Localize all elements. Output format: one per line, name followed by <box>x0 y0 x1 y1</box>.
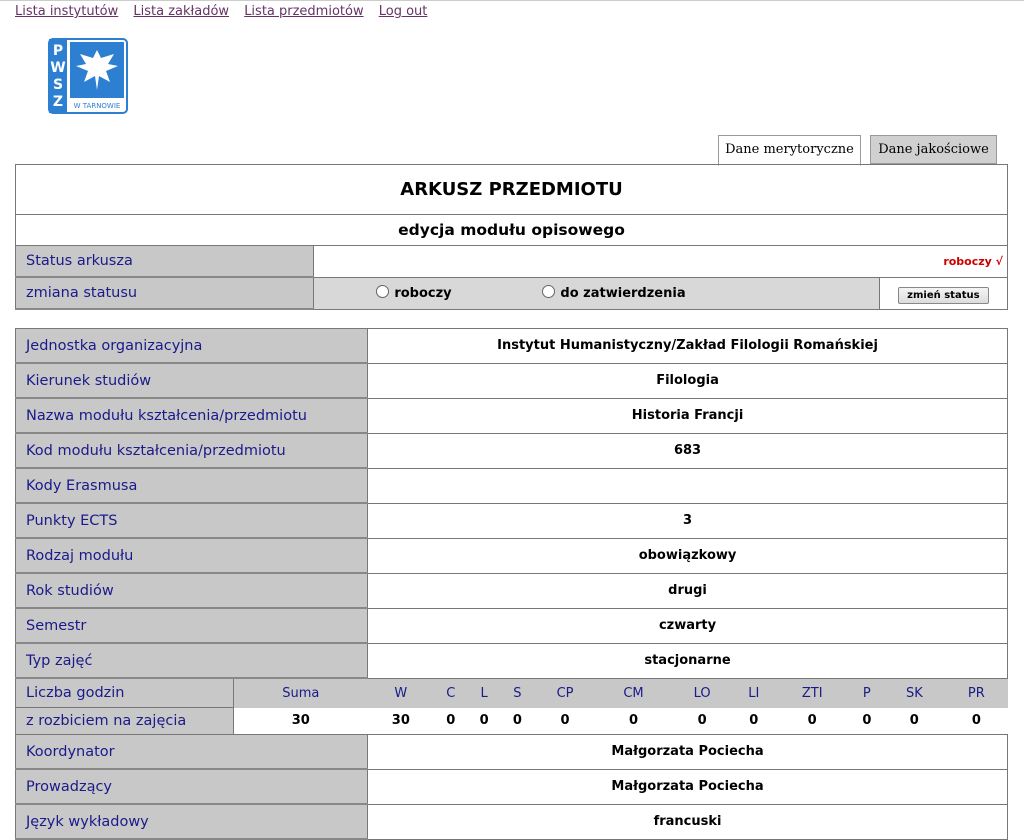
status-value: roboczy √ <box>314 246 1008 278</box>
change-status-cell <box>879 277 1007 309</box>
hours-header-p: P <box>850 678 883 708</box>
nav-link-logout[interactable]: Log out <box>378 4 428 19</box>
svg-text:P: P <box>52 43 64 59</box>
hours-header-sk: SK <box>883 678 945 708</box>
hours-header-l: L <box>467 678 500 708</box>
detail-row <box>16 363 1008 398</box>
detail-row <box>16 398 1008 433</box>
detail-label: Kod modułu kształcenia/przedmiotu <box>16 433 368 468</box>
detail-row <box>16 538 1008 573</box>
detail-value: Filologia <box>368 363 1008 398</box>
tab-dane-jakosciowe[interactable]: Dane jakościowe <box>870 135 997 164</box>
hours-header-li: LI <box>733 678 774 708</box>
nav-link-subjects[interactable]: Lista przedmiotów <box>244 4 364 19</box>
hours-header-w: W <box>368 678 435 708</box>
hours-header-suma: Suma <box>234 678 368 708</box>
detail-value: Instytut Humanistyczny/Zakład Filologii Romańskiej <box>368 329 1008 364</box>
radio-option-draft[interactable] <box>314 285 514 301</box>
hours-header-c: C <box>434 678 467 708</box>
detail-label: Rodzaj modułu <box>16 538 368 573</box>
radio-option-approve[interactable] <box>514 285 714 301</box>
detail-row <box>16 804 1008 839</box>
hours-header-cp: CP <box>534 678 596 708</box>
hours-value-cm: 0 <box>596 708 671 735</box>
detail-label: Nazwa modułu kształcenia/przedmiotu <box>16 398 368 433</box>
detail-label: Semestr <box>16 608 368 643</box>
sheet-subtitle: edycja modułu opisowego <box>16 215 1008 246</box>
hours-value-s: 0 <box>501 708 534 735</box>
svg-text:S: S <box>52 77 64 93</box>
hours-header-zti: ZTI <box>774 678 850 708</box>
hours-value-sk: 0 <box>883 708 945 735</box>
change-status-button[interactable]: zmień status <box>898 287 988 304</box>
hours-value-c: 0 <box>434 708 467 735</box>
status-radio-group <box>314 277 880 309</box>
hours-value-zti: 0 <box>774 708 850 735</box>
detail-value: Historia Francji <box>368 398 1008 433</box>
hours-value-suma: 30 <box>234 708 368 735</box>
radio-approve-label: do zatwierdzenia <box>560 286 686 301</box>
radio-draft[interactable] <box>376 285 389 298</box>
detail-value: czwarty <box>368 608 1008 643</box>
detail-label: Punkty ECTS <box>16 503 368 538</box>
tab-dane-merytoryczne[interactable]: Dane merytoryczne <box>718 135 861 166</box>
detail-row <box>16 643 1008 678</box>
detail-row <box>16 329 1008 364</box>
hours-value-w: 30 <box>368 708 435 735</box>
hours-value-cp: 0 <box>534 708 596 735</box>
hours-header-cm: CM <box>596 678 671 708</box>
hours-value-pr: 0 <box>945 708 1007 735</box>
detail-value: Małgorzata Pociecha <box>368 735 1008 770</box>
detail-value: stacjonarne <box>368 643 1008 678</box>
radio-approve[interactable] <box>542 285 555 298</box>
subject-sheet <box>15 164 1008 840</box>
top-border <box>0 0 1024 1</box>
detail-value <box>368 468 1008 503</box>
hours-value-lo: 0 <box>671 708 734 735</box>
detail-label: Jednostka organizacyjna <box>16 329 368 364</box>
detail-row <box>16 608 1008 643</box>
detail-row <box>16 433 1008 468</box>
detail-value: francuski <box>368 804 1008 839</box>
detail-value: obowiązkowy <box>368 538 1008 573</box>
status-table <box>15 164 1008 310</box>
hours-header-pr: PR <box>945 678 1007 708</box>
detail-row <box>16 468 1008 503</box>
pwsz-logo <box>48 38 128 114</box>
svg-text:W TARNOWIE: W TARNOWIE <box>73 102 121 110</box>
hours-label: Liczba godzin <box>16 678 234 708</box>
nav-link-institutes[interactable]: Lista instytutów <box>15 4 119 19</box>
detail-row <box>16 769 1008 804</box>
detail-row <box>16 573 1008 608</box>
detail-label: Typ zajęć <box>16 643 368 678</box>
hours-value-l: 0 <box>467 708 500 735</box>
status-label: Status arkusza <box>16 246 314 278</box>
detail-label: Kierunek studiów <box>16 363 368 398</box>
detail-value: drugi <box>368 573 1008 608</box>
detail-value: 3 <box>368 503 1008 538</box>
detail-label: Język wykładowy <box>16 804 368 839</box>
detail-row <box>16 503 1008 538</box>
hours-header-lo: LO <box>671 678 734 708</box>
hours-value-p: 0 <box>850 708 883 735</box>
radio-draft-label: roboczy <box>394 286 452 301</box>
svg-text:Z: Z <box>52 94 64 110</box>
detail-label: Prowadzący <box>16 769 368 804</box>
details-table <box>15 328 1008 840</box>
detail-value: Małgorzata Pociecha <box>368 769 1008 804</box>
hours-sublabel: z rozbiciem na zajęcia <box>16 708 234 735</box>
detail-label: Koordynator <box>16 735 368 770</box>
sheet-title: ARKUSZ PRZEDMIOTU <box>16 165 1008 215</box>
detail-label: Rok studiów <box>16 573 368 608</box>
detail-row <box>16 735 1008 770</box>
detail-label: Kody Erasmusa <box>16 468 368 503</box>
hours-value-li: 0 <box>733 708 774 735</box>
top-navigation <box>15 4 438 19</box>
nav-link-departments[interactable]: Lista zakładów <box>133 4 230 19</box>
change-status-label: zmiana statusu <box>16 277 314 309</box>
hours-header-s: S <box>501 678 534 708</box>
svg-text:W: W <box>50 60 66 76</box>
detail-value: 683 <box>368 433 1008 468</box>
